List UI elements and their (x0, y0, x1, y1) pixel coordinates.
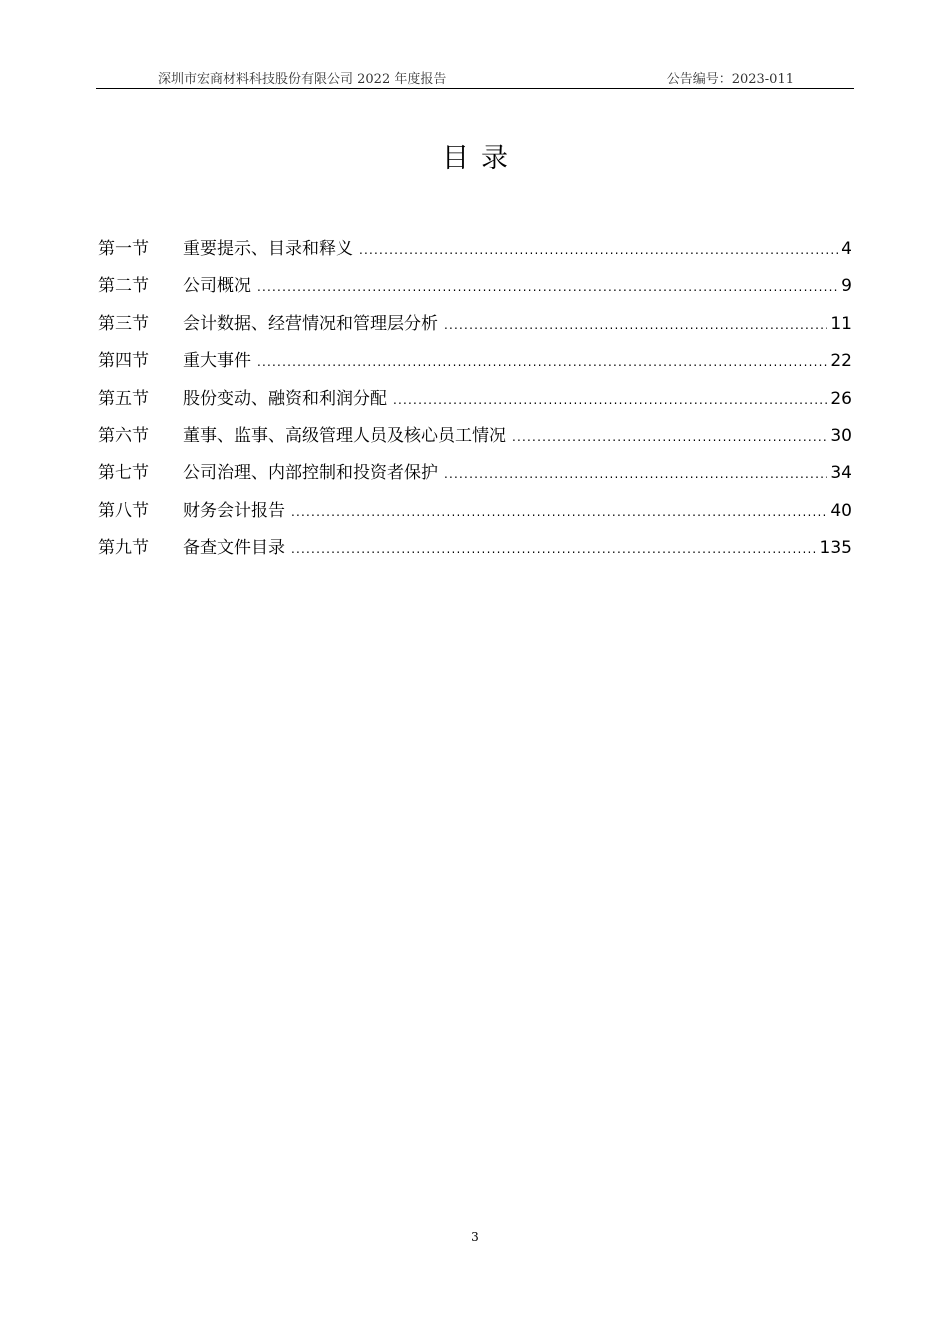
toc-item[interactable] (98, 533, 852, 570)
toc-leader-dots (257, 355, 827, 369)
page-header (96, 66, 854, 89)
toc-section-number: 第九节 (98, 538, 149, 559)
header-report-title: 深圳市宏商材料科技股份有限公司 2022 年度报告 (158, 72, 447, 87)
toc-title: 目录 (442, 143, 520, 174)
toc-leader-dots (444, 467, 827, 481)
toc-page-number: 34 (830, 463, 852, 484)
toc-section-title: 公司治理、内部控制和投资者保护 (183, 463, 438, 484)
toc-section-number: 第二节 (98, 276, 149, 297)
toc-page-number: 22 (830, 351, 852, 372)
toc-section-title: 董事、监事、高级管理人员及核心员工情况 (183, 425, 506, 446)
toc-leader-dots (444, 318, 827, 332)
toc-page-number: 26 (830, 388, 852, 409)
toc-section-number: 第七节 (98, 463, 149, 484)
toc-page-number: 9 (841, 276, 852, 297)
toc-section-number: 第五节 (98, 388, 149, 409)
toc-item[interactable] (98, 421, 852, 458)
toc-item[interactable] (98, 458, 852, 495)
toc-page-number: 30 (830, 425, 852, 446)
toc-section-title: 公司概况 (183, 276, 251, 297)
toc-leader-dots (393, 393, 827, 407)
toc-item[interactable] (98, 309, 852, 346)
toc-page-number: 135 (819, 538, 852, 559)
page-number: 3 (471, 1230, 479, 1244)
toc-section-number: 第三节 (98, 313, 149, 334)
toc-leader-dots (291, 505, 827, 519)
toc-section-title: 重大事件 (183, 351, 251, 372)
toc-item[interactable] (98, 384, 852, 421)
toc-section-title: 会计数据、经营情况和管理层分析 (183, 313, 438, 334)
toc-item[interactable] (98, 271, 852, 308)
toc-section-title: 备查文件目录 (183, 538, 285, 559)
toc-section-title: 财务会计报告 (183, 500, 285, 521)
toc-page-number: 40 (830, 500, 852, 521)
toc-section-number: 第一节 (98, 239, 149, 259)
toc-leader-dots (257, 280, 838, 294)
toc-list (98, 234, 852, 571)
toc-section-title: 重要提示、目录和释义 (183, 239, 353, 259)
toc-leader-dots (512, 430, 827, 444)
toc-section-number: 第六节 (98, 425, 149, 446)
toc-section-number: 第四节 (98, 351, 149, 372)
toc-section-title: 股份变动、融资和利润分配 (183, 388, 387, 409)
toc-item[interactable] (98, 496, 852, 533)
toc-item[interactable] (98, 346, 852, 383)
toc-page-number: 4 (841, 239, 852, 259)
header-announcement-number: 公告编号：2023-011 (666, 72, 794, 87)
toc-leader-dots (359, 243, 838, 257)
toc-section-number: 第八节 (98, 500, 149, 521)
toc-leader-dots (291, 542, 817, 556)
toc-page-number: 11 (830, 313, 852, 334)
toc-item[interactable] (98, 234, 852, 271)
